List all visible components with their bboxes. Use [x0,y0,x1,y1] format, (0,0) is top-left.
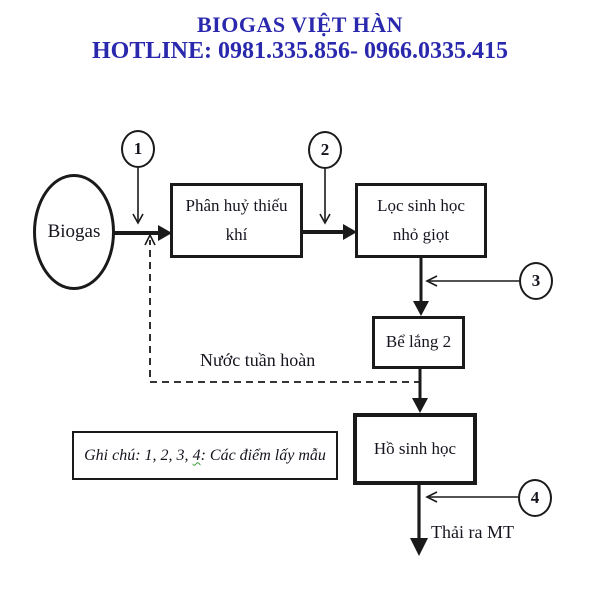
biogas-source-label: Biogas [47,221,101,242]
sample-point-2-marker [308,131,342,169]
outlet-label: Thải ra MT [431,522,514,542]
arrow-sample-point-3 [427,276,519,286]
arrow-settling-to-pond [412,369,428,413]
sample-point-3-number: 3 [531,271,541,290]
legend-note-box [72,431,338,480]
arrow-pond-to-outlet [410,485,428,556]
biological-pond-label: Hồ sinh học [373,438,457,458]
sample-point-1-number: 1 [133,139,143,158]
arrow-sample-point-2 [320,169,330,223]
page-title: BIOGAS VIỆT HÀN [197,12,403,37]
node-anaerobic-digestion [170,183,303,258]
legend-note-suffix: : Các điểm lấy mẫu [200,446,326,464]
settling-tank-label: Bể lắng 2 [385,332,452,352]
node-biogas-source [33,174,115,290]
node-biological-pond [353,413,477,485]
arrow-sample-point-1 [133,168,143,223]
sample-point-4-number: 4 [530,488,540,507]
sample-point-1-marker [121,130,155,168]
sample-point-3-marker [519,262,553,300]
hotline-text: HOTLINE: 0981.335.856- 0966.0335.415 [91,38,508,64]
legend-note-highlighted: 4 [192,446,201,464]
node-trickling-biofilter [355,183,487,258]
arrow-digestion-to-biofilter [303,224,357,240]
node-settling-tank [372,316,465,369]
arrow-biofilter-to-settling [413,258,429,316]
trickling-biofilter-label: Lọc sinh học nhỏ giọt [377,196,465,244]
arrow-biogas-to-digestion [114,225,172,241]
recirculation-label: Nước tuần hoàn [200,350,316,370]
anaerobic-digestion-label: Phân huỷ thiếu khí [185,196,288,244]
sample-point-2-number: 2 [320,140,330,159]
arrow-sample-point-4 [427,492,518,502]
sample-point-4-marker [518,479,552,517]
legend-note-prefix: Ghi chú: 1, 2, 3, [84,446,193,464]
